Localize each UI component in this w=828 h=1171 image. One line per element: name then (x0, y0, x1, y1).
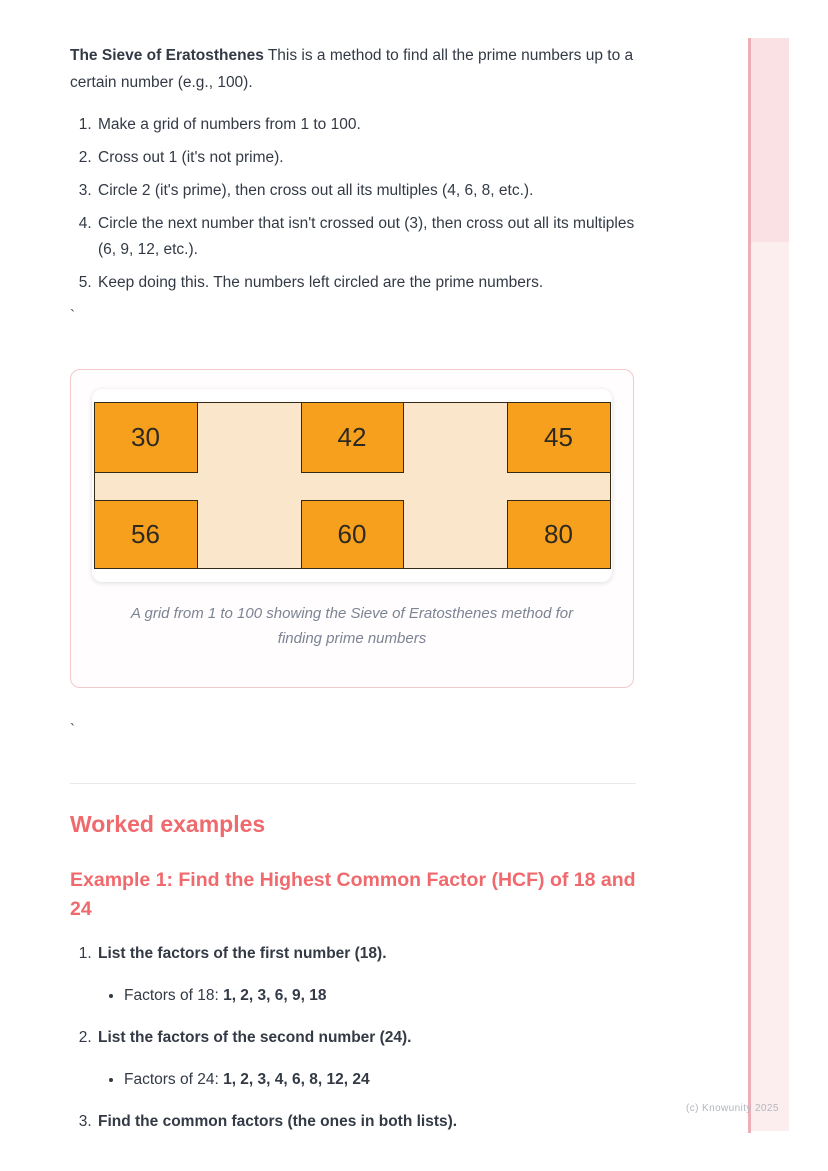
factors-bullet-list (98, 1066, 636, 1093)
watermark: (c) Knowunity 2025 (686, 1103, 779, 1114)
section-divider (70, 783, 636, 784)
factors-item (124, 1066, 636, 1093)
sieve-steps-list (70, 112, 636, 296)
intro-lead-rest: This is a method to find all the prime numbers up to a certain number (e.g., 100). (70, 47, 634, 91)
grid-cell: 42 (301, 403, 404, 473)
list-item: 1. Make a grid of numbers from 1 to 100. (96, 112, 636, 138)
scrollbar-thumb[interactable] (751, 38, 789, 242)
factors-values: 1, 2, 3, 6, 9, 18 (223, 987, 327, 1004)
factors-bullet-list (98, 982, 636, 1009)
list-item: 5. Keep doing this. The numbers left circled are the prime numbers. (96, 270, 636, 296)
scrollbar-accent-line (748, 38, 751, 1133)
example-steps-list (70, 940, 636, 1135)
example-step (96, 1108, 636, 1135)
stray-backtick: ` (70, 307, 75, 324)
sieve-grid-image (94, 402, 611, 569)
list-item: 2. Cross out 1 (it's not prime). (96, 145, 636, 171)
grid-cell: 30 (95, 403, 198, 473)
grid-cell: 56 (95, 500, 198, 568)
factors-item (124, 982, 636, 1009)
factors-prefix: Factors of 24: (124, 1071, 224, 1088)
example1-heading: Example 1: Find the Highest Common Factor (HCF) of 18 and 24 (70, 869, 636, 920)
list-item: 3. Circle 2 (it's prime), then cross out all its multiples (4, 6, 8, etc.). (96, 178, 636, 204)
figure-card (70, 369, 634, 688)
grid-cell: 80 (507, 500, 610, 568)
stray-backtick: ` (70, 721, 75, 738)
intro-paragraph (70, 42, 636, 96)
list-item: 4. Circle the next number that isn't crossed out (3), then cross out all its multiples (6, 9, 12, etc.). (96, 211, 636, 263)
figure-caption: A grid from 1 to 100 showing the Sieve of Eratosthenes method for finding prime numbers (130, 605, 574, 647)
grid-cell: 60 (301, 500, 404, 568)
factors-values: 1, 2, 3, 4, 6, 8, 12, 24 (223, 1071, 370, 1088)
factors-prefix: Factors of 18: (124, 987, 224, 1004)
step-title: Find the common factors (the ones in both lists). (98, 1113, 458, 1130)
step-title: List the factors of the second number (24). (98, 1029, 412, 1046)
worked-examples-heading: Worked examples (70, 811, 266, 837)
document-content (70, 42, 636, 1150)
intro-lead-bold: The Sieve of Eratosthenes (70, 47, 264, 64)
example-step (96, 940, 636, 1009)
grid-cell: 45 (507, 403, 610, 473)
example-step (96, 1024, 636, 1093)
step-title: List the factors of the first number (18). (98, 945, 387, 962)
figure-panel (92, 389, 612, 582)
